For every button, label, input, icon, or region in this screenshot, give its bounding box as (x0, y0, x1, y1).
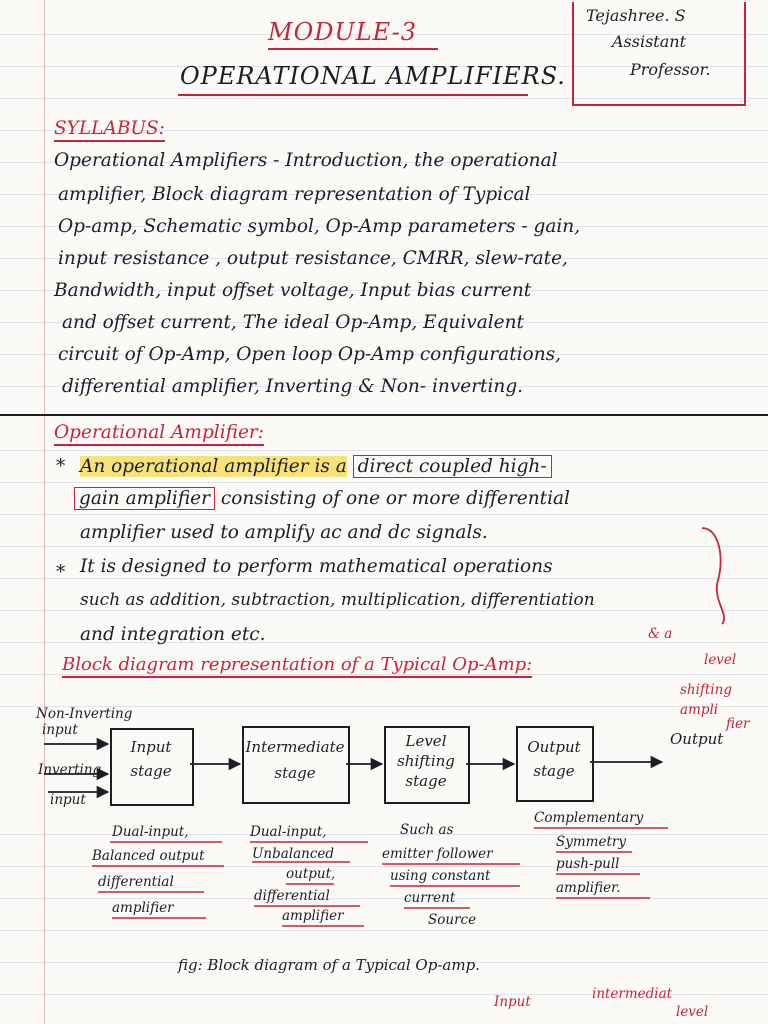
footer-note: Input (494, 994, 531, 1010)
input-label: input (42, 722, 78, 738)
block-label: stage (533, 762, 575, 780)
side-note: shifting (680, 682, 733, 698)
boxed-term: gain amplifier (74, 487, 215, 510)
block-description: Complementary (534, 810, 644, 826)
syllabus-line: amplifier, Block diagram representation of Typical (58, 184, 531, 205)
block-label: Output (527, 738, 581, 756)
block-label: stage (274, 764, 316, 782)
block-description: differential (98, 874, 174, 890)
block-description: current (404, 890, 456, 906)
block-description: emitter follower (382, 846, 493, 862)
side-note: ampli (680, 702, 719, 718)
author-role-2: Professor. (630, 60, 711, 79)
block-description: Balanced output (92, 848, 205, 864)
block-description: Source (428, 912, 477, 928)
syllabus-heading: SYLLABUS: (54, 118, 165, 142)
bullet2-line3: and integration etc. (80, 624, 266, 645)
block-label: Input (130, 738, 172, 756)
output-label: Output (670, 730, 724, 748)
footer-note: level (676, 1004, 709, 1020)
syllabus-line: Bandwidth, input offset voltage, Input bias current (54, 280, 532, 301)
author-name: Tejashree. S (586, 6, 686, 25)
side-note: fier (726, 716, 750, 732)
block-description: amplifier. (556, 880, 621, 896)
block-label: Intermediate (245, 738, 345, 756)
input-label: input (50, 792, 86, 808)
bullet1-text: consisting of one or more differential (220, 488, 570, 509)
syllabus-line: and offset current, The ideal Op-Amp, Equivalent (62, 312, 524, 333)
syllabus-line: Op-amp, Schematic symbol, Op-Amp parameters - gain, (58, 216, 581, 237)
author-role: Assistant (612, 32, 687, 51)
block-description: amplifier (282, 908, 344, 924)
block-label: stage (405, 772, 447, 790)
input-label-noninv: Non-Inverting (36, 706, 133, 722)
input-label-inv: Inverting (38, 762, 102, 778)
syllabus-line: input resistance , output resistance, CMRR, slew-rate, (58, 248, 568, 269)
syllabus-line: circuit of Op-Amp, Open loop Op-Amp configurations, (58, 344, 561, 365)
block-description: Dual-input, (250, 824, 327, 840)
syllabus-line: Operational Amplifiers - Introduction, the operational (54, 150, 558, 171)
syllabus-line: differential amplifier, Inverting & Non- inverting. (62, 376, 524, 397)
block-description: output, (286, 866, 336, 882)
block-description: Such as (400, 822, 454, 838)
figure-caption: fig: Block diagram of a Typical Op-amp. (178, 956, 480, 974)
side-note: & a (648, 626, 673, 642)
block-label: stage (130, 762, 172, 780)
bullet-marker: * (56, 456, 66, 477)
bullet-marker: * (56, 562, 66, 583)
opamp-heading: Operational Amplifier: (54, 422, 264, 446)
block-description: differential (254, 888, 330, 904)
block-label: Level (405, 732, 447, 750)
block-label: shifting (397, 752, 455, 770)
module-title: MODULE-3 (268, 18, 417, 46)
boxed-term: direct coupled high- (353, 455, 552, 478)
side-note: level (704, 652, 737, 668)
block-description: using constant (390, 868, 491, 884)
bullet2-line1: It is designed to perform mathematical operations (80, 556, 553, 577)
bullet1-highlight: An operational amplifier is a (80, 456, 347, 477)
bullet2-line2: such as addition, subtraction, multiplication, differentiation (80, 590, 595, 610)
block-description: Dual-input, (112, 824, 189, 840)
block-description: Unbalanced (252, 846, 335, 862)
block-description: amplifier (112, 900, 174, 916)
block-description: Symmetry (556, 834, 626, 850)
block-diagram-heading: Block diagram representation of a Typical Op-Amp: (62, 654, 532, 678)
block-description: push-pull (556, 856, 620, 872)
footer-note: intermediat (592, 986, 673, 1002)
main-title: OPERATIONAL AMPLIFIERS. (180, 62, 566, 90)
bullet1-line3: amplifier used to amplify ac and dc signals. (80, 522, 488, 543)
